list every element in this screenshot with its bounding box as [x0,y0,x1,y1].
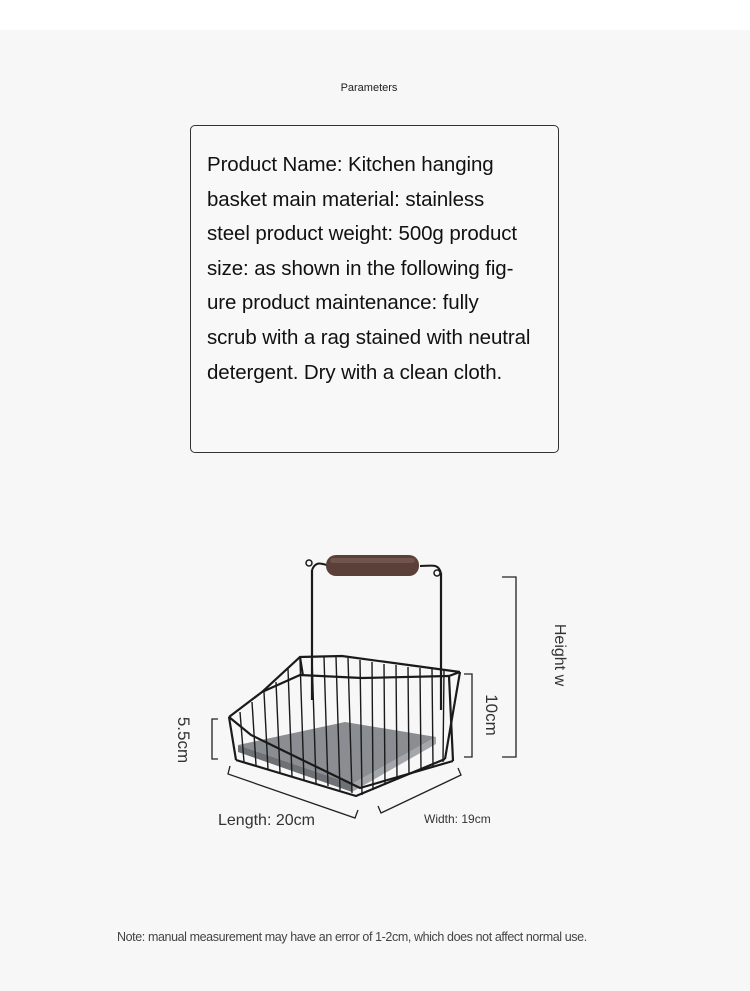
description-line: Product Name: Kitchen hanging [207,153,494,176]
description-line: detergent. Dry with a clean cloth. [207,360,503,384]
section-title: Parameters [340,82,398,94]
height-label: Height w [551,623,569,687]
description-line: size: as shown in the following fig- [207,256,514,280]
description-line: ure product maintenance: fully [207,291,479,315]
front-height-bracket [212,719,218,759]
description-line: steel product weight: 500g product [207,222,517,246]
width-label: Width: 19cm [424,812,491,826]
height-bracket [502,577,516,757]
description-line: scrub with a rag stained with neutral [207,325,531,349]
width-line [378,768,461,813]
basket-height-bracket [464,674,472,757]
basket-height-label: 10cm [481,694,501,736]
measurement-note: Note: manual measurement may have an error of 1-2cm, which does not affect normal use. [117,930,587,944]
length-label: Length: 20cm [218,812,315,829]
front-height-label: 5.5cm [174,716,194,764]
description-line: basket main material: stainless [207,187,485,211]
